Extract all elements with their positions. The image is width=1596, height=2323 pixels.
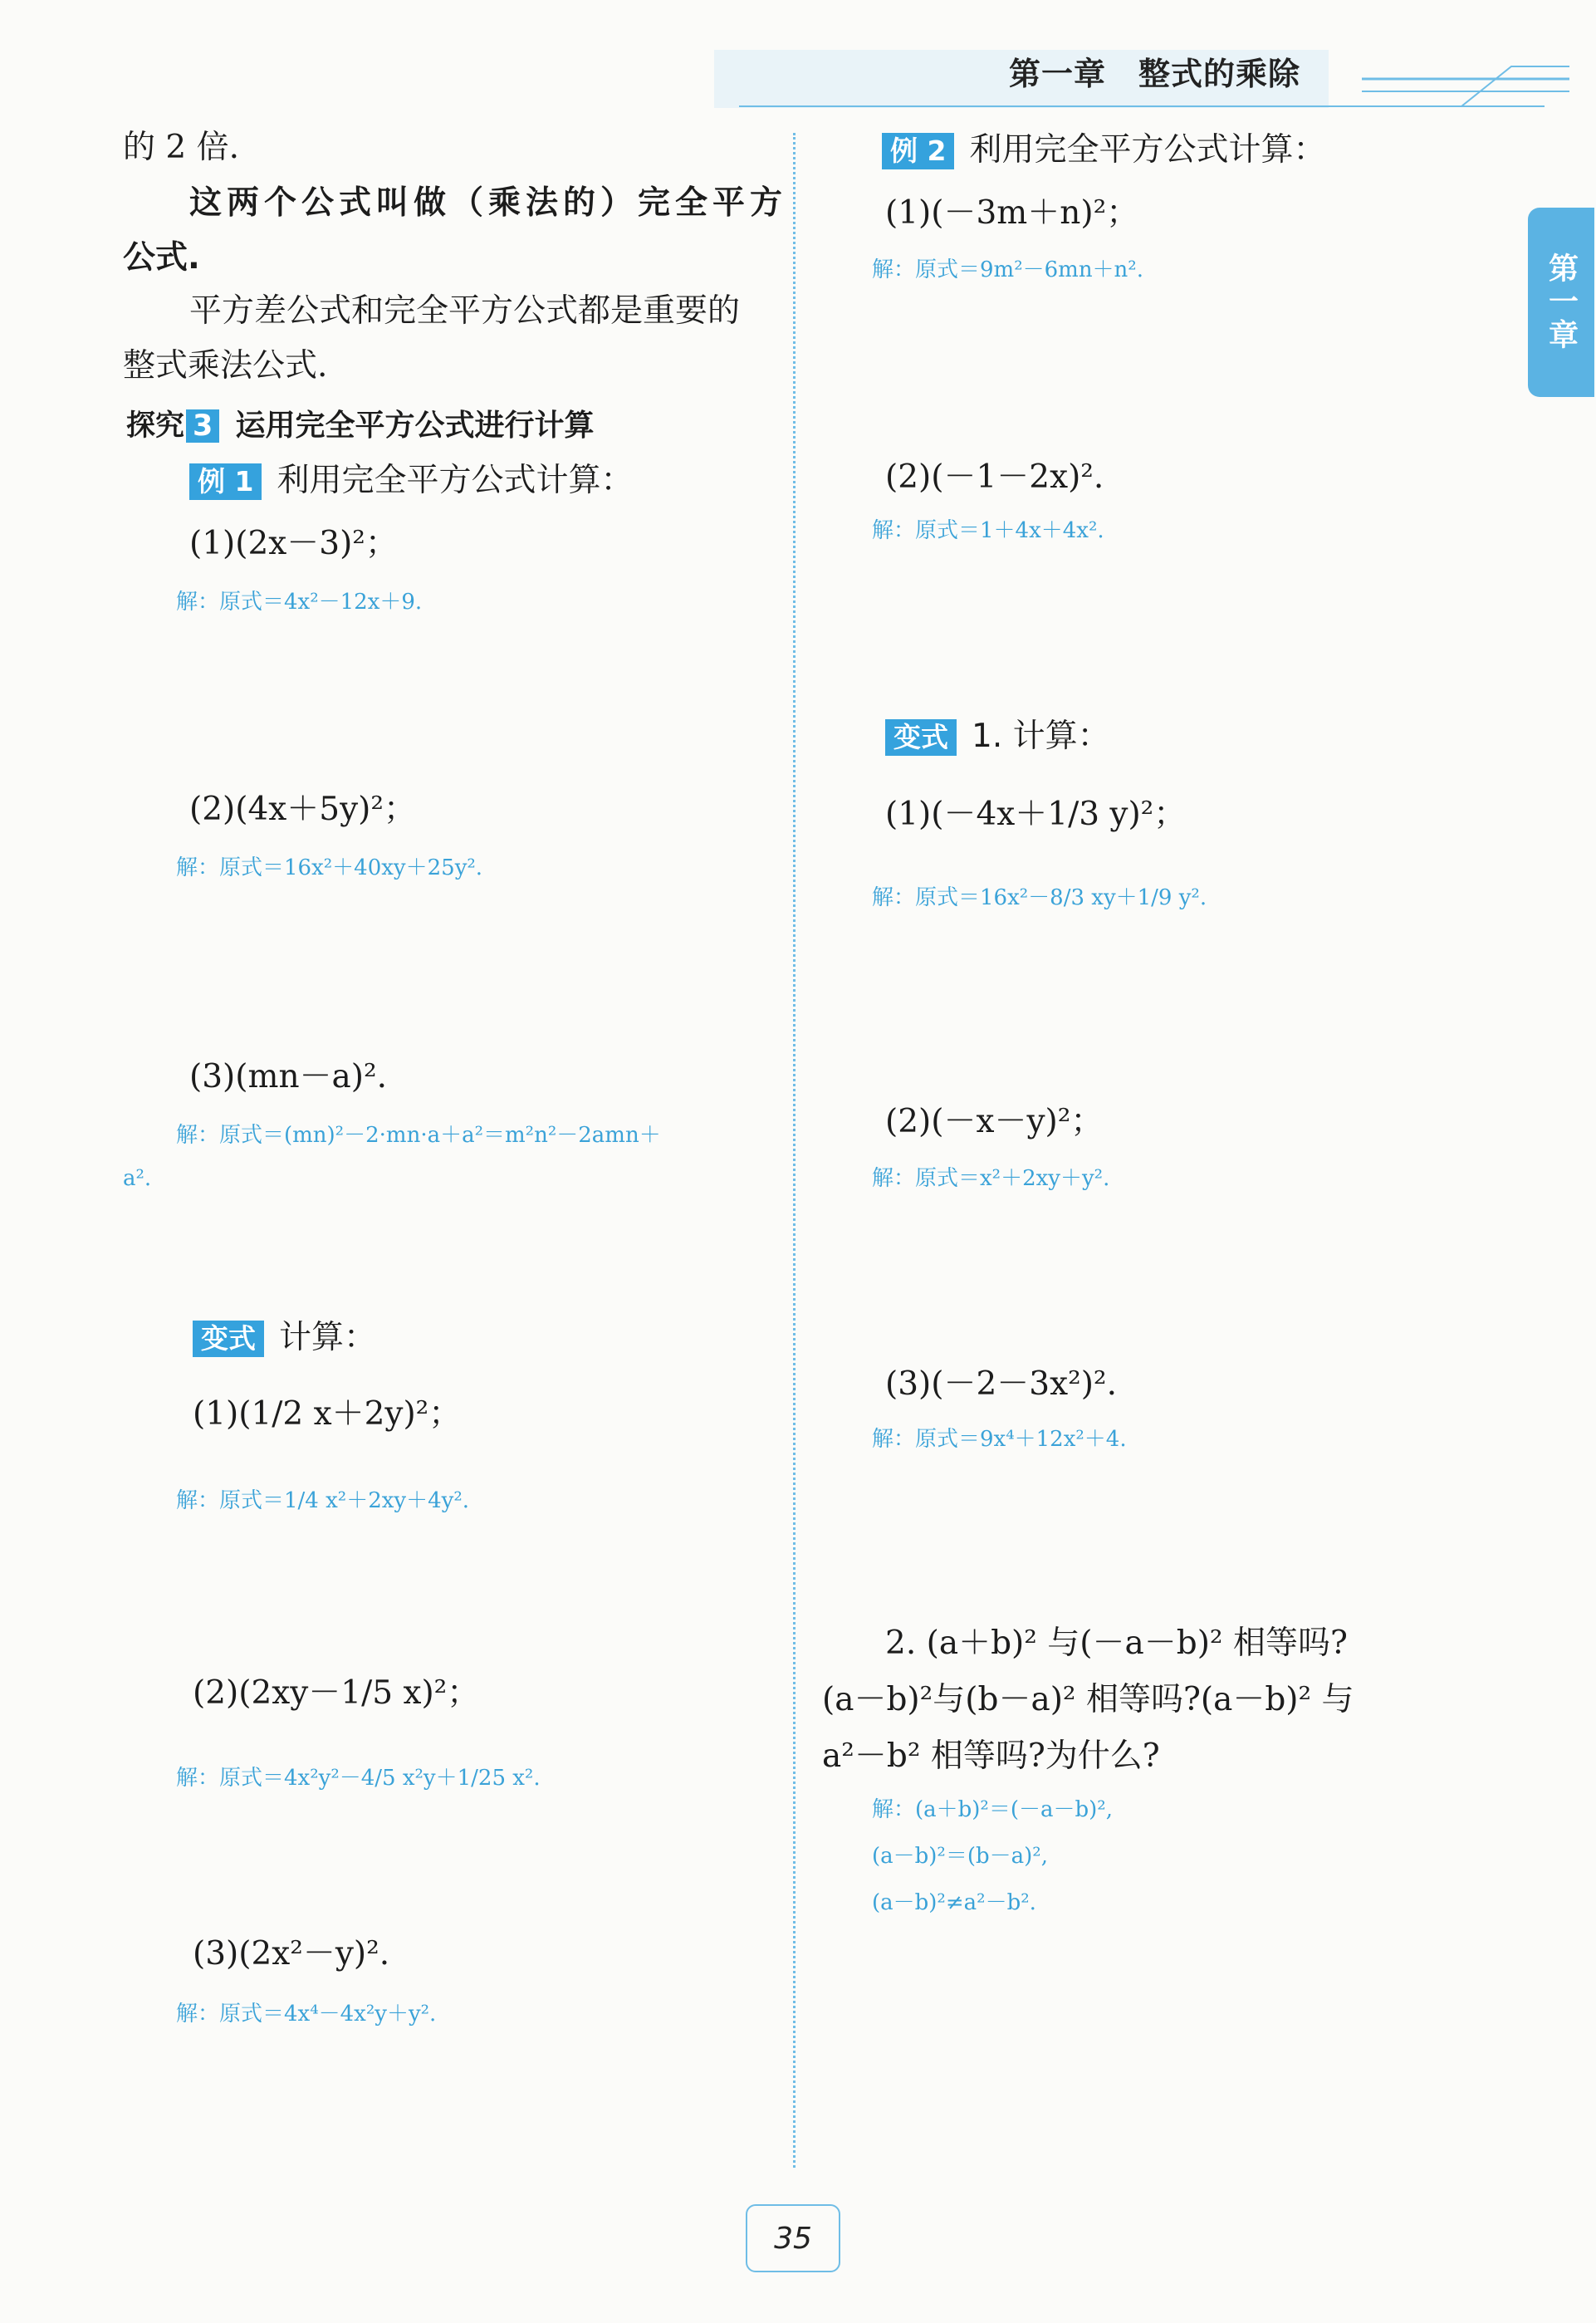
explore-heading bbox=[126, 402, 594, 444]
example1-a3-line1: 解：原式＝(mn)²－2·mn·a＋a²＝m²n²－2amn＋ bbox=[176, 1123, 661, 1148]
page-number: 35 bbox=[746, 2204, 840, 2272]
example1-tag: 例 1 bbox=[189, 463, 262, 500]
answer2-line2: (a－b)²＝(b－a)², bbox=[872, 1844, 1048, 1869]
explore-title: 运用完全平方公式进行计算 bbox=[235, 409, 595, 443]
intro-line-2: 这两个公式叫做（乘法的）完全平方 bbox=[189, 184, 788, 222]
variant1-q3: (3)(－2－3x²)². bbox=[885, 1365, 1117, 1403]
example2-tag: 例 2 bbox=[882, 133, 954, 169]
intro-line-3: 公式. bbox=[123, 239, 200, 277]
explore-tag: 探究 3 bbox=[126, 403, 219, 444]
variant1-a3: 解：原式＝9x⁴＋12x²＋4. bbox=[872, 1427, 1127, 1452]
intro-line-5: 整式乘法公式. bbox=[123, 347, 328, 385]
variant1-tag: 变式 bbox=[885, 719, 957, 756]
answer2-line1: 解：(a＋b)²＝(－a－b)², bbox=[872, 1797, 1113, 1822]
example1-q2: (2)(4x＋5y)²； bbox=[189, 791, 416, 828]
answer2-line3: (a－b)²≠a²－b². bbox=[872, 1890, 1036, 1915]
variant1-q2: (2)(－x－y)²； bbox=[885, 1103, 1104, 1140]
variant-q3: (3)(2x²－y)². bbox=[193, 1935, 390, 1973]
explore-number: 3 bbox=[186, 409, 219, 443]
variant-q2: (2)(2xy－1/5 x)²； bbox=[193, 1674, 480, 1712]
question2-line1: 2. (a＋b)² 与(－a－b)² 相等吗? bbox=[885, 1625, 1348, 1662]
example1-prompt: 利用完全平方公式计算： bbox=[277, 462, 634, 499]
example1-a2: 解：原式＝16x²＋40xy＋25y². bbox=[176, 855, 483, 880]
variant1-a1: 解：原式＝16x²－8/3 xy＋1/9 y². bbox=[872, 885, 1207, 910]
intro-line-1: 的 2 倍. bbox=[123, 129, 240, 166]
variant-q1: (1)(1/2 x＋2y)²； bbox=[193, 1395, 462, 1433]
example1-q1: (1)(2x－3)²； bbox=[189, 525, 398, 562]
example2-a2: 解：原式＝1＋4x＋4x². bbox=[872, 518, 1104, 543]
example1-q3: (3)(mn－a)². bbox=[189, 1058, 388, 1095]
intro-line-4: 平方差公式和完全平方公式都是重要的 bbox=[189, 292, 741, 330]
variant-a3: 解：原式＝4x⁴－4x²y＋y². bbox=[176, 2002, 437, 2026]
variant1-q1: (1)(－4x＋1/3 y)²； bbox=[885, 796, 1187, 833]
chapter-title: 第一章 整式的乘除 bbox=[1009, 56, 1301, 92]
variant-prompt: 计算： bbox=[279, 1319, 377, 1356]
example1-a1: 解：原式＝4x²－12x＋9. bbox=[176, 590, 423, 615]
variant1-a2: 解：原式＝x²＋2xy＋y². bbox=[872, 1166, 1110, 1191]
variant-a2: 解：原式＝4x²y²－4/5 x²y＋1/25 x². bbox=[176, 1766, 541, 1791]
question2-line3: a²－b² 相等吗?为什么? bbox=[822, 1737, 1160, 1775]
example2-heading bbox=[882, 131, 1325, 170]
example1-a3-line2: a². bbox=[123, 1166, 152, 1191]
variant1-heading bbox=[885, 718, 1110, 757]
variant1-prompt: 1. 计算： bbox=[972, 718, 1110, 755]
question2-line2: (a－b)²与(b－a)² 相等吗?(a－b)² 与 bbox=[822, 1681, 1354, 1718]
variant-tag: 变式 bbox=[193, 1321, 264, 1357]
variant-heading bbox=[193, 1319, 376, 1358]
chapter-side-tab: 第一章 bbox=[1528, 208, 1594, 397]
variant-a1: 解：原式＝1/4 x²＋2xy＋4y². bbox=[176, 1488, 470, 1513]
column-divider bbox=[793, 133, 796, 2168]
example2-q1: (1)(－3m＋n)²； bbox=[885, 194, 1139, 232]
example2-q2: (2)(－1－2x)². bbox=[885, 458, 1104, 496]
example2-prompt: 利用完全平方公式计算： bbox=[969, 131, 1326, 169]
example2-a1: 解：原式＝9m²－6mn＋n². bbox=[872, 257, 1143, 282]
example1-heading bbox=[189, 462, 633, 501]
